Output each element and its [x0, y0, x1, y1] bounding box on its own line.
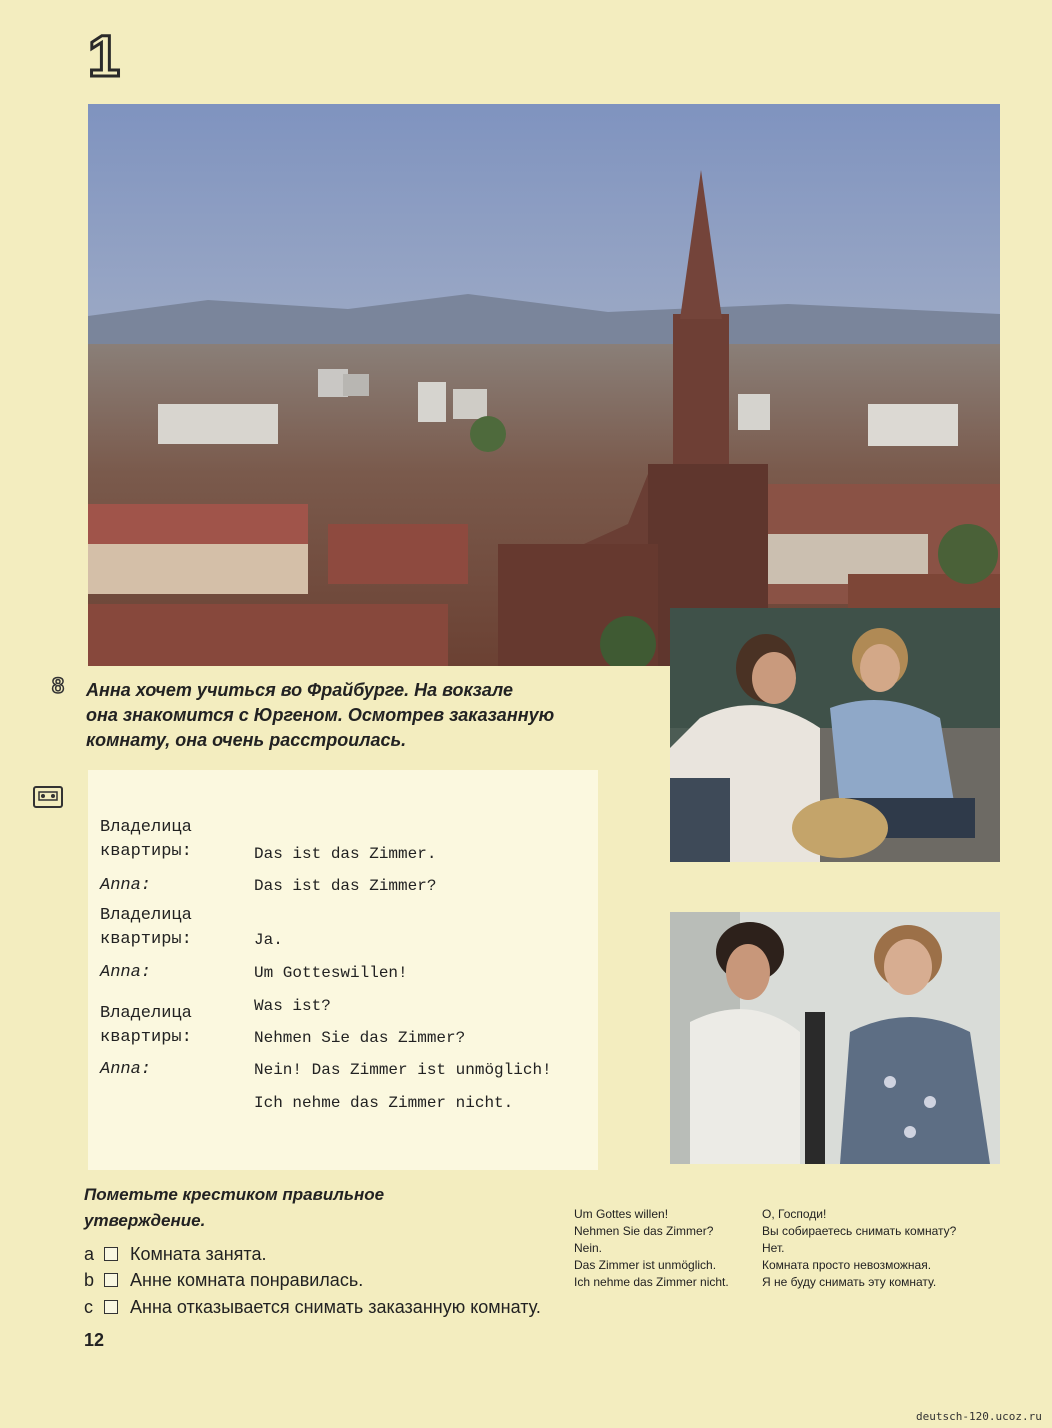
dialog-line: Ja. — [254, 931, 283, 949]
option-letter: a — [84, 1244, 95, 1264]
dialog-line: Um Gotteswillen! — [254, 964, 408, 982]
glossary-german: Um Gottes willen! Nehmen Sie das Zimmer? Nein. Das Zimmer ist unmöglich. Ich nehme das Zimmer nicht. — [574, 1207, 729, 1289]
dialog-box — [88, 770, 598, 1170]
intro-line: комнату, она очень расстроилась. — [86, 730, 407, 750]
checkbox[interactable] — [104, 1300, 118, 1314]
cassette-icon — [33, 786, 63, 808]
chapter-number — [84, 28, 124, 82]
dialog-line: Das ist das Zimmer. — [254, 845, 437, 863]
option-letter: b — [84, 1270, 95, 1290]
watermark: deutsch-120.ucoz.ru — [916, 1410, 1042, 1423]
option-b[interactable] — [84, 1269, 363, 1291]
task-title: Пометьте крестиком правильное утверждение. — [84, 1185, 385, 1230]
speaker-label: Anna: — [100, 1060, 152, 1079]
checkbox[interactable] — [104, 1247, 118, 1261]
intro-line: она знакомится с Юргеном. Осмотрев заказанную — [86, 705, 555, 725]
svg-text:1: 1 — [87, 28, 121, 82]
glossary-russian: О, Господи! Вы собираетесь снимать комнату? Нет. Комната просто невозможная. Я не буду снимать эту комнату. — [762, 1207, 957, 1289]
option-text: Анне комната понравилась. — [130, 1270, 364, 1290]
dialog-line: Nehmen Sie das Zimmer? — [254, 1029, 466, 1047]
page-number: 12 — [84, 1330, 105, 1350]
speaker-label: Владелица квартиры: — [100, 1004, 192, 1047]
freiburg-city-photo — [88, 104, 1000, 666]
dialog-line: Das ist das Zimmer? — [254, 877, 437, 895]
speaker-label: Anna: — [100, 876, 152, 895]
exercise-intro — [86, 678, 646, 753]
speaker-label: Владелица квартиры: — [100, 906, 192, 949]
dialog-line: Ich nehme das Zimmer nicht. — [254, 1094, 514, 1112]
option-c[interactable] — [84, 1296, 541, 1318]
speaker-label: Владелица квартиры: — [100, 818, 192, 861]
option-letter: c — [84, 1297, 93, 1317]
exercise-number: 8 — [51, 673, 65, 698]
checkbox[interactable] — [104, 1273, 118, 1287]
dialog-line: Nein! Das Zimmer ist unmöglich! — [254, 1061, 552, 1079]
photo-anna-and-landlady — [670, 912, 1000, 1164]
option-text: Анна отказывается снимать заказанную комнату. — [130, 1297, 541, 1317]
option-a[interactable] — [84, 1243, 267, 1265]
speaker-label: Anna: — [100, 963, 152, 982]
intro-line: Анна хочет учиться во Фрайбурге. На вокзале — [86, 680, 514, 700]
photo-anna-and-juergen — [670, 608, 1000, 862]
option-text: Комната занята. — [130, 1244, 267, 1264]
dialog-line: Was ist? — [254, 997, 331, 1015]
